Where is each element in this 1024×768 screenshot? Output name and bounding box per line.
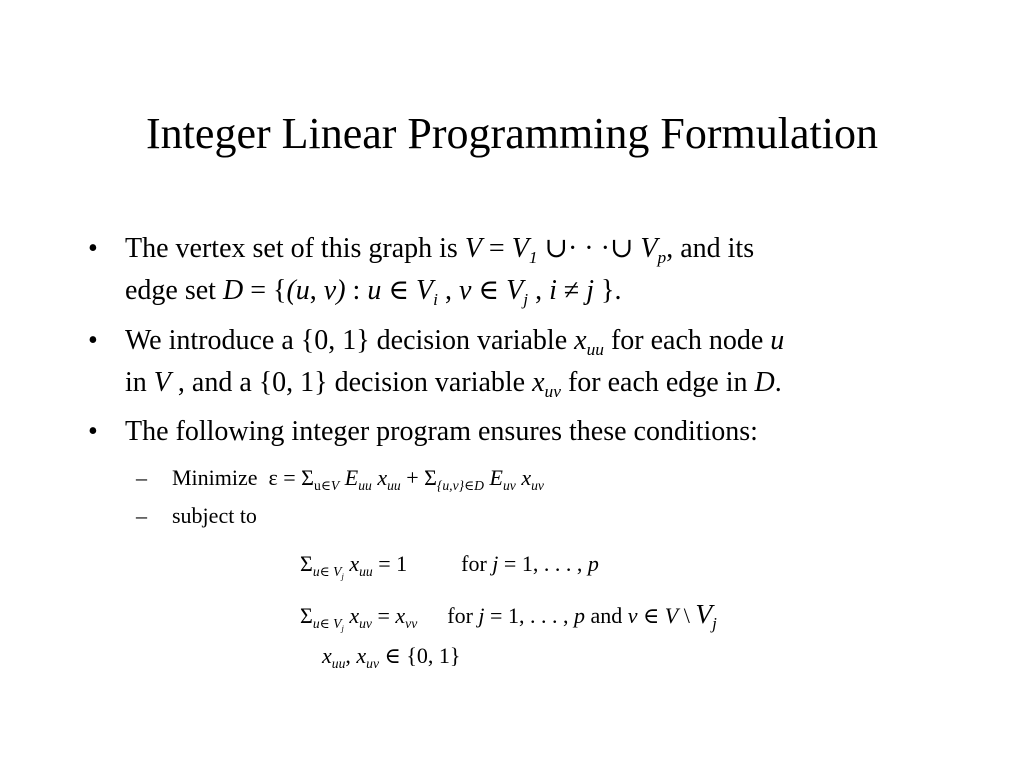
- sub-item-dash: –: [136, 503, 147, 528]
- subject-to-line: subject to: [172, 503, 257, 528]
- constraint-1: $\Sigma_{u\in V_j}$ $x_{uu} = 1$ for j = 1, . . . , p: [300, 551, 599, 581]
- bullet-1-line-1: The vertex set of this graph is $V = V_1$ ∪· · ·∪ $V_p$, and its: [125, 233, 755, 268]
- bullet-marker: •: [88, 233, 98, 264]
- constraint-2: $\Sigma_{u\in V_j}$ $x_{uv} = x_{vv}$ for j = 1, . . . , p and v ∈ V \ $V_j$: [300, 598, 717, 633]
- slide-title: Integer Linear Programming Formulation: [146, 109, 878, 158]
- constraint-3: $x_{uu}$, $x_{uv}$ ∈ {0, 1}: [322, 643, 461, 671]
- objective-line: Minimize $\varepsilon = \Sigma_{u\in V}$ $E_{uu}$ $x_{uu} + \Sigma_{\{u,v\}\in D}$ $E_{uv}$ $x_{uv}$: [172, 465, 544, 493]
- bullet-marker: •: [88, 416, 98, 447]
- bullet-1-line-2: edge set D = {(u, v) : u ∈ $V_i$ , v ∈ $V_j$ , i ≠ j }.: [125, 275, 622, 310]
- bullet-3-line-1: The following integer program ensures these conditions:: [125, 416, 758, 447]
- bullet-2-line-1: We introduce a {0, 1} decision variable $x_{uu}$ for each node u: [125, 325, 785, 360]
- bullet-marker: •: [88, 325, 98, 356]
- sub-item-dash: –: [136, 465, 147, 490]
- bullet-2-line-2: in V , and a {0, 1} decision variable $x_{uv}$ for each edge in D.: [125, 367, 782, 402]
